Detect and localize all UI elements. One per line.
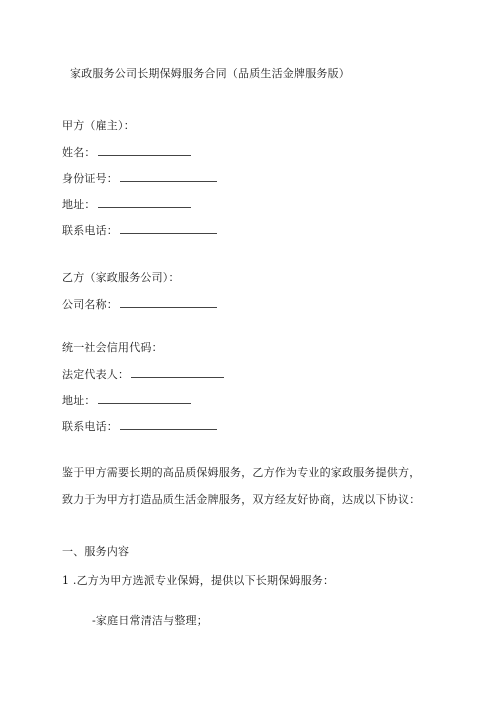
party-b-legal-rep-field [62, 368, 224, 380]
section-1-item-1: 1 .乙方为甲方选派专业保姆，提供以下长期保姆服务： [62, 574, 335, 587]
party-a-phone-field [62, 224, 217, 236]
party-a-name-label: 姓名： [62, 146, 96, 159]
party-b-heading: 乙方（家政服务公司）： [62, 271, 180, 284]
party-b-company-field [62, 298, 217, 310]
party-b-phone-blank [120, 420, 217, 430]
party-a-id-blank [120, 172, 217, 182]
document-title: 家政服务公司长期保姆服务合同（品质生活金牌服务版） [70, 67, 350, 80]
party-b-company-label: 公司名称： [62, 298, 118, 311]
party-b-company-blank [120, 298, 217, 308]
party-b-address-field [62, 394, 191, 406]
party-a-phone-label: 联系电话： [62, 224, 118, 237]
party-a-name-field [62, 146, 191, 158]
preamble-line-1: 鉴于甲方需要长期的高品质保姆服务，乙方作为专业的家政服务提供方， [62, 466, 421, 479]
party-a-address-blank [98, 198, 191, 208]
party-a-address-label: 地址： [62, 198, 96, 211]
party-b-phone-field [62, 420, 217, 432]
party-b-phone-label: 联系电话： [62, 420, 118, 433]
party-b-address-label: 地址： [62, 394, 96, 407]
party-a-id-label: 身份证号： [62, 172, 118, 185]
party-a-phone-blank [120, 224, 217, 234]
section-1-sub-item-1: -家庭日常清洁与整理； [92, 614, 208, 627]
party-a-id-field [62, 172, 217, 184]
party-b-legal-rep-label: 法定代表人： [62, 368, 130, 381]
party-a-name-blank [98, 146, 191, 156]
preamble-line-2: 致力于为甲方打造品质生活金牌服务，双方经友好协商，达成以下协议： [62, 493, 421, 506]
party-b-legal-rep-blank [131, 368, 224, 378]
party-b-credit-code-label: 统一社会信用代码： [62, 341, 163, 354]
party-a-address-field [62, 198, 191, 210]
section-1-heading: 一、服务内容 [62, 545, 130, 558]
party-b-address-blank [98, 394, 191, 404]
party-a-heading: 甲方（雇主）： [62, 119, 135, 132]
